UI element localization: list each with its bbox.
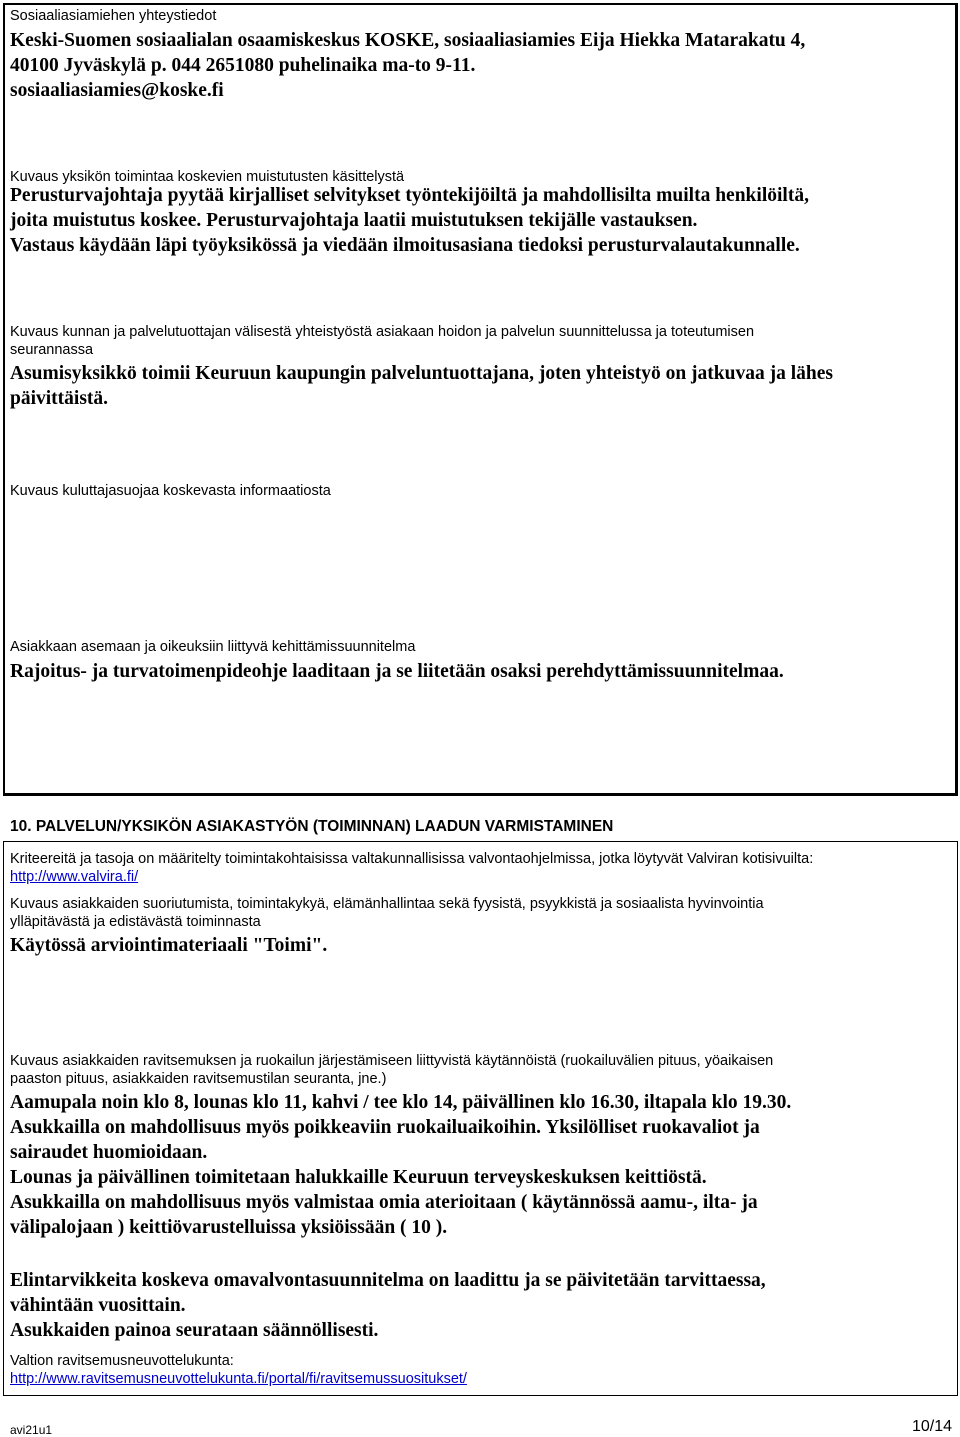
nutrition-line: Asukkailla on mahdollisuus myös poikkeaviin ruokailuaikoihin. Yksilölliset ruokavaliot ja [10, 1117, 760, 1138]
nutrition-label-line: Kuvaus asiakkaiden ravitsemuksen ja ruokailun järjestämiseen liittyvistä käytännöistä (ruokailuvälien pituus, yöaikaisen [10, 1053, 774, 1069]
page-number: 10/14 [911, 1418, 952, 1435]
assessment-text [10, 933, 327, 958]
development-plan-label: Asiakkaan asemaan ja oikeuksiin liittyvä kehittämissuunnitelma [10, 639, 416, 655]
criteria-line: Kriteereitä ja tasoja on määritelty toimintakohtaisissa valtakunnallisissa valvontaohjelmissa, jotka löytyvät Valviran kotisivuilta: [10, 851, 814, 867]
assessment-label-line: Kuvaus asiakkaiden suoriutumista, toimintakykyä, elämänhallintaa sekä fyysistä, psyykkistä ja sosiaalista hyvinvointia [10, 896, 764, 912]
nutrition-label-line: paaston pituus, asiakkaiden ravitsemustilan seuranta, jne.) [10, 1071, 387, 1087]
assessment-line: Käytössä arviointimateriaali "Toimi". [10, 935, 328, 956]
contact-line: Keski-Suomen sosiaalialan osaamiskeskus KOSKE, sosiaaliasiamies Eija Hiekka Matarakatu 4, [10, 30, 806, 51]
food-safety-line: Asukkaiden painoa seurataan säännöllisesti. [10, 1320, 379, 1341]
development-plan-line: Rajoitus- ja turvatoimenpideohje laaditaan ja se liitetään osaksi perehdyttämissuunnitelmaa. [10, 661, 784, 682]
cooperation-label-line: Kuvaus kunnan ja palvelutuottajan välisestä yhteistyöstä asiakaan hoidon ja palvelun suunnittelussa ja toteutumisen [10, 324, 755, 340]
food-safety-text [10, 1268, 766, 1343]
nutrition-line: sairaudet huomioidaan. [10, 1142, 208, 1163]
food-safety-line: vähintään vuosittain. [10, 1295, 186, 1316]
nutrition-line: Asukkailla on mahdollisuus myös valmistaa omia aterioitaan ( käytännössä aamu-, ilta- ja [10, 1192, 758, 1213]
nutrition-line: Lounas ja päivällinen toimitetaan halukkaille Keuruun terveyskeskuksen keittiöstä. [10, 1167, 707, 1188]
contact-line: 40100 Jyväskylä p. 044 2651080 puhelinaika ma-to 9-11. [10, 55, 476, 76]
cooperation-text [10, 361, 833, 411]
cooperation-line: Asumisyksikkö toimii Keuruun kaupungin palveluntuottajana, joten yhteistyö on jatkuvaa ja lähes [10, 363, 833, 384]
guideline-text [10, 1352, 467, 1388]
cooperation-line: päivittäistä. [10, 388, 109, 409]
complaints-line: Vastaus käydään läpi työyksikössä ja viedään ilmoitusasiana tiedoksi perusturvalautakunnalle. [10, 235, 800, 256]
assessment-label-line: ylläpitävästä ja edistävästä toiminnasta [10, 914, 261, 930]
cooperation-label [10, 323, 754, 359]
guideline-label: Valtion ravitsemusneuvottelukunta: [10, 1353, 234, 1369]
nutrition-line: välipalojaan ) keittiövarustelluissa yksiöissään ( 10 ). [10, 1217, 448, 1238]
nutrition-text [10, 1090, 791, 1240]
complaints-line: Perusturvajohtaja pyytää kirjalliset selvitykset työntekijöiltä ja mahdollisilta muilta henkilöiltä, [10, 185, 809, 206]
section-heading: 10. PALVELUN/YKSIKÖN ASIAKASTYÖN (TOIMINNAN) LAADUN VARMISTAMINEN [10, 818, 614, 835]
consumer-info-label: Kuvaus kuluttajasuojaa koskevasta informaatiosta [10, 483, 331, 499]
footer-code: avi21u1 [10, 1423, 53, 1437]
nutrition-label [10, 1052, 773, 1088]
guideline-link[interactable]: http://www.ravitsemusneuvottelukunta.fi/portal/fi/ravitsemussuositukset/ [10, 1371, 467, 1387]
food-safety-line: Elintarvikkeita koskeva omavalvontasuunnitelma on laadittu ja se päivitetään tarvittaessa, [10, 1270, 766, 1291]
cooperation-label-line: seurannassa [10, 342, 94, 358]
contact-label: Sosiaaliasiamiehen yhteystiedot [10, 8, 217, 24]
valvira-link[interactable]: http://www.valvira.fi/ [10, 869, 139, 885]
contact-text [10, 28, 805, 103]
assessment-label [10, 895, 764, 931]
complaints-label: Kuvaus yksikön toimintaa koskevien muistutusten käsittelystä [10, 169, 405, 185]
contact-email: sosiaaliasiamies@koske.fi [10, 80, 224, 101]
nutrition-line: Aamupala noin klo 8, lounas klo 11, kahvi / tee klo 14, päivällinen klo 16.30, iltapala klo 19.30. [10, 1092, 792, 1113]
complaints-text [10, 183, 809, 258]
criteria-text [10, 850, 813, 886]
complaints-line: joita muistutus koskee. Perusturvajohtaja laatii muistutuksen tekijälle vastauksen. [10, 210, 698, 231]
development-plan-text [10, 659, 784, 684]
